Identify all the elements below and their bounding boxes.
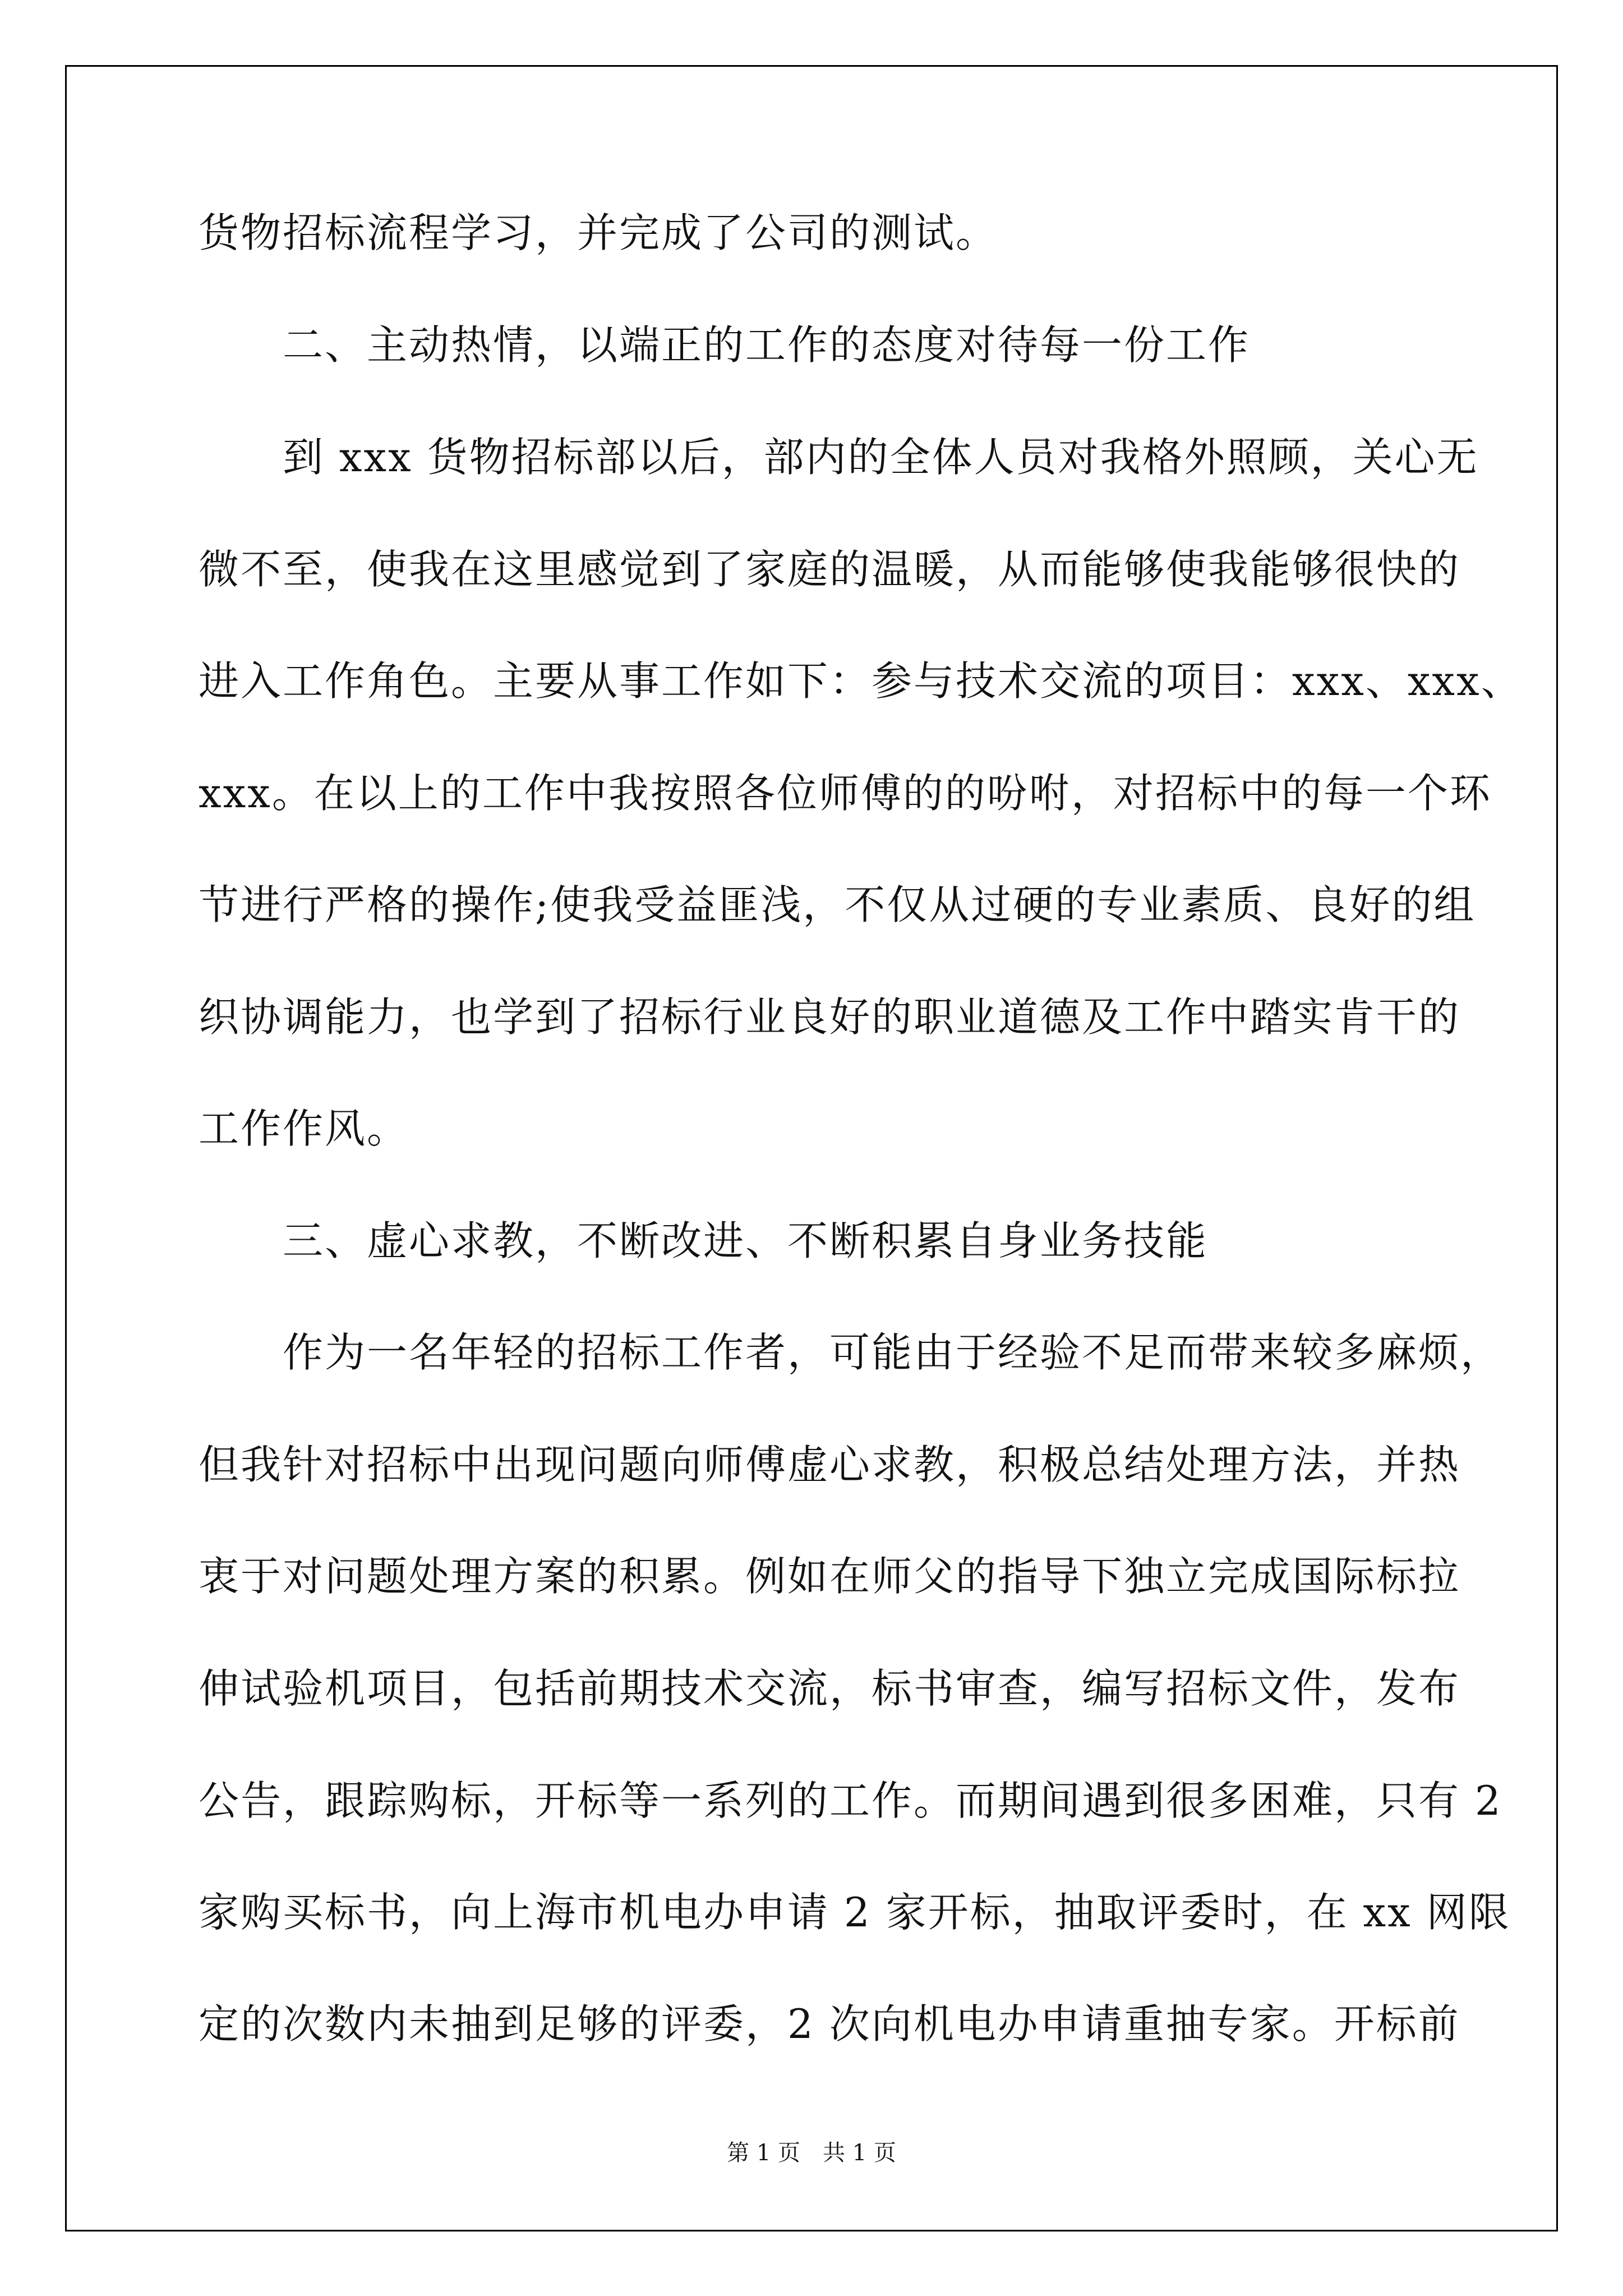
text-line: 织协调能力，也学到了招标行业良好的职业道德及工作中踏实肯干的 [199,993,1461,1041]
text-line: 进入工作角色。主要从事工作如下：参与技术交流的项目：xxx、xxx、 [199,657,1523,705]
text-line: 公告，跟踪购标，开标等一系列的工作。而期间遇到很多困难，只有 2 [199,1777,1502,1824]
text-line: 货物招标流程学习，并完成了公司的测试。 [199,209,998,256]
text-line: 定的次数内未抽到足够的评委，2 次向机电办申请重抽专家。开标前 [199,2000,1460,2047]
text-line: 伸试验机项目，包括前期技术交流，标书审查，编写招标文件，发布 [199,1665,1461,1712]
page-number: 第 1 页 共 1 页 [727,2140,896,2166]
text-line: 家购买标书，向上海市机电办申请 2 家开标，抽取评委时，在 xx 网限 [199,1889,1511,1936]
text-line: 衷于对问题处理方案的积累。例如在师父的指导下独立完成国际标拉 [199,1553,1461,1600]
section-heading: 二、主动热情，以端正的工作的态度对待每一份工作 [199,321,1251,369]
text-line: 但我针对招标中出现问题向师傅虚心求教，积极总结处理方法，并热 [199,1441,1461,1488]
text-line: 工作作风。 [199,1105,409,1152]
text-line: 微不至，使我在这里感觉到了家庭的温暖，从而能够使我能够很快的 [199,546,1461,593]
text-line: 节进行严格的操作;使我受益匪浅，不仅从过硬的专业素质、良好的组 [199,881,1476,928]
text-line: 到 xxx 货物招标部以后，部内的全体人员对我格外照顾，关心无 [199,434,1479,481]
text-line: 作为一名年轻的招标工作者，可能由于经验不足而带来较多麻烦， [199,1329,1503,1376]
section-heading: 三、虚心求教，不断改进、不断积累自身业务技能 [199,1217,1209,1264]
text-line: xxx。在以上的工作中我按照各位师傅的的吩咐，对招标中的每一个环 [199,770,1492,817]
page-footer [0,2136,1623,2170]
